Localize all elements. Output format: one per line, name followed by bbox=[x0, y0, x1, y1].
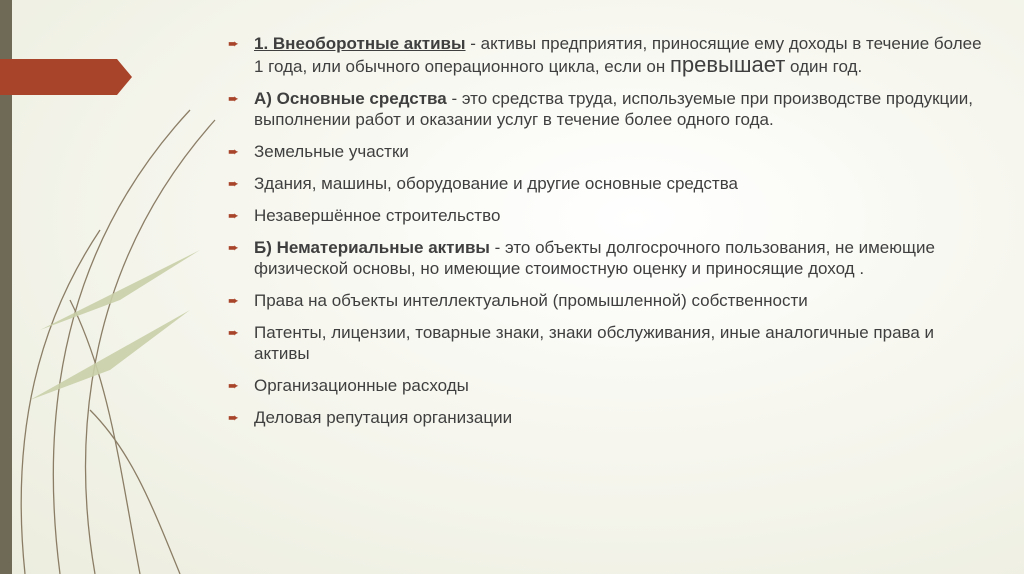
item-big-text: превышает bbox=[669, 52, 786, 77]
list-item bbox=[228, 173, 988, 194]
item-bold-text: А) Основные средства bbox=[254, 89, 447, 108]
item-text: - это средства труда, используемые при производстве продукции, выполнении работ и оказании услуг в течение более одного года. bbox=[254, 89, 973, 129]
arrow-bullet-icon: ➨ bbox=[228, 293, 239, 308]
item-text: Права на объекты интеллектуальной (промышленной) собственности bbox=[254, 291, 808, 310]
arrow-bullet-icon: ➨ bbox=[228, 410, 239, 425]
list-item bbox=[228, 33, 988, 77]
item-text: Здания, машины, оборудование и другие основные средства bbox=[254, 174, 739, 193]
arrow-bullet-icon: ➨ bbox=[228, 208, 239, 223]
item-text: Патенты, лицензии, товарные знаки, знаки обслуживания, иные аналогичные права и активы bbox=[254, 323, 935, 363]
arrow-bullet-icon: ➨ bbox=[228, 144, 239, 159]
item-bold-text: Б) Нематериальные активы bbox=[254, 238, 490, 257]
item-tail-text: один год. bbox=[785, 57, 863, 76]
arrow-bullet-icon: ➨ bbox=[228, 91, 239, 106]
item-text: Организационные расходы bbox=[254, 376, 469, 395]
list-item bbox=[228, 290, 988, 311]
arrow-bullet-icon: ➨ bbox=[228, 240, 239, 255]
item-text: Земельные участки bbox=[254, 142, 409, 161]
list-item bbox=[228, 141, 988, 162]
arrow-bullet-icon: ➨ bbox=[228, 378, 239, 393]
list-item bbox=[228, 237, 988, 279]
item-text: Незавершённое строительство bbox=[254, 206, 501, 225]
arrow-bullet-icon: ➨ bbox=[228, 325, 239, 340]
item-text: - это объекты долгосрочного пользования, не имеющие физической основы, но имеющие стоимостную оценку и приносящие доход . bbox=[254, 238, 935, 278]
list-item bbox=[228, 375, 988, 396]
item-bold-text: 1. Внеоборотные активы bbox=[254, 34, 466, 53]
arrow-bullet-icon: ➨ bbox=[228, 176, 239, 191]
item-text: - активы предприятия, приносящие ему доходы в течение более 1 года, или обычного операционного цикла, если он bbox=[254, 34, 982, 76]
curve-line-2 bbox=[86, 120, 215, 574]
item-text: Деловая репутация организации bbox=[254, 408, 513, 427]
list-item bbox=[228, 205, 988, 226]
list-item bbox=[228, 322, 988, 364]
red-arrow-tab bbox=[0, 0, 135, 100]
arrow-bullet-icon: ➨ bbox=[228, 36, 239, 51]
curve-line-4 bbox=[70, 300, 140, 574]
bullet-list bbox=[228, 33, 988, 439]
list-item bbox=[228, 88, 988, 130]
list-item bbox=[228, 407, 988, 428]
